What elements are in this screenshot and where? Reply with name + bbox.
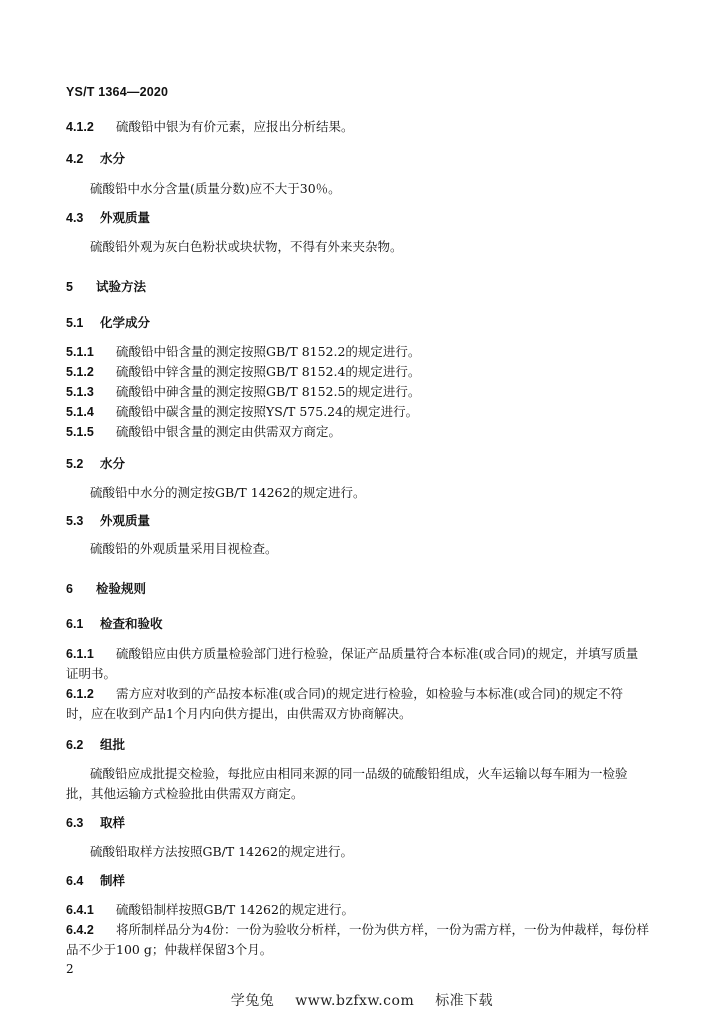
page-number: 2 (66, 962, 74, 976)
clause-text: 硫酸铅中银含量的测定由供需双方商定。 (116, 424, 342, 439)
chapter-heading-5 (66, 279, 146, 295)
clause-text: 将所制样品分为4份：一份为验收分析样，一份为供方样，一份为需方样，一份为仲裁样，每份样 (116, 922, 649, 937)
section-number: 6.3 (66, 816, 84, 830)
chapter-heading-6 (66, 581, 146, 597)
section-number: 5.1 (66, 316, 84, 330)
clause-text: 硫酸铅应由供方质量检验部门进行检验，保证产品质量符合本标准(或合同)的规定，并填写质量 (116, 646, 639, 661)
clause-number: 5.1.4 (66, 405, 94, 419)
standard-number: YS/T 1364—2020 (66, 85, 169, 99)
section-number: 5.3 (66, 514, 84, 528)
clause-number: 5.1.1 (66, 345, 94, 359)
section-number: 4.3 (66, 211, 84, 225)
clause-5-1-5 (66, 424, 341, 440)
clause-number: 5.1.2 (66, 365, 94, 379)
section-heading-6-2 (66, 737, 125, 753)
section-heading-5-3 (66, 513, 150, 529)
section-title: 外观质量 (100, 210, 151, 225)
clause-5-1-3 (66, 384, 420, 400)
footer-site-name: 学兔兔 (230, 993, 275, 1009)
section-heading-6-1 (66, 616, 163, 632)
clause-4-1-2 (66, 119, 354, 135)
section-title: 取样 (100, 815, 126, 830)
clause-number: 5.1.5 (66, 425, 94, 439)
clause-number: 6.4.1 (66, 903, 94, 917)
section-heading-6-4 (66, 873, 125, 889)
section-heading-4-2 (66, 151, 125, 167)
chapter-number: 6 (66, 582, 73, 596)
paragraph-6-3: 硫酸铅取样方法按照GB/T 14262的规定进行。 (90, 844, 353, 859)
clause-text: 硫酸铅中铅含量的测定按照GB/T 8152.2的规定进行。 (116, 344, 421, 359)
clause-6-1-2 (66, 686, 623, 702)
section-number: 5.2 (66, 457, 84, 471)
section-number: 4.2 (66, 152, 84, 166)
section-heading-4-3 (66, 210, 150, 226)
chapter-number: 5 (66, 280, 73, 294)
clause-6-4-2 (66, 922, 649, 938)
clause-text: 硫酸铅中锌含量的测定按照GB/T 8152.4的规定进行。 (116, 364, 421, 379)
footer-tagline: 标准下载 (435, 993, 494, 1009)
section-number: 6.1 (66, 617, 84, 631)
section-title: 检查和验收 (100, 616, 163, 631)
chapter-title: 检验规则 (96, 581, 147, 596)
section-heading-5-1 (66, 315, 150, 331)
clause-6-1-1 (66, 646, 638, 662)
clause-number: 5.1.3 (66, 385, 94, 399)
clause-text: 硫酸铅中碳含量的测定按照YS/T 575.24的规定进行。 (116, 404, 419, 419)
section-title: 化学成分 (100, 315, 151, 330)
section-heading-5-2 (66, 456, 125, 472)
section-number: 6.4 (66, 874, 84, 888)
footer-url[interactable]: www.bzfxw.com (295, 993, 415, 1009)
section-title: 水分 (100, 151, 126, 166)
clause-number: 6.1.1 (66, 647, 94, 661)
section-number: 6.2 (66, 738, 84, 752)
clause-5-1-1 (66, 344, 420, 360)
chapter-title: 试验方法 (96, 279, 147, 294)
clause-6-1-2-continued: 时，应在收到产品1个月内向供方提出，由供需双方协商解决。 (66, 706, 412, 721)
clause-text: 需方应对收到的产品按本标准(或合同)的规定进行检验，如检验与本标准(或合同)的规定不符 (116, 686, 624, 701)
paragraph-5-2: 硫酸铅中水分的测定按GB/T 14262的规定进行。 (90, 485, 366, 500)
clause-text: 硫酸铅制样按照GB/T 14262的规定进行。 (116, 902, 354, 917)
section-title: 外观质量 (100, 513, 151, 528)
clause-number: 6.1.2 (66, 687, 94, 701)
clause-5-1-2 (66, 364, 420, 380)
clause-number: 6.4.2 (66, 923, 94, 937)
paragraph-6-2-continued: 批，其他运输方式检验批由供需双方商定。 (66, 786, 304, 801)
clause-6-4-1 (66, 902, 354, 918)
clause-text: 硫酸铅中银为有价元素，应报出分析结果。 (116, 119, 354, 134)
paragraph-4-3: 硫酸铅外观为灰白色粉状或块状物，不得有外来夹杂物。 (90, 239, 403, 254)
section-heading-6-3 (66, 815, 125, 831)
watermark-footer (0, 990, 724, 1010)
paragraph-5-3: 硫酸铅的外观质量采用目视检查。 (90, 541, 278, 556)
paragraph-4-2: 硫酸铅中水分含量(质量分数)应不大于30％。 (90, 181, 341, 196)
clause-6-1-1-continued: 证明书。 (66, 666, 117, 681)
clause-text: 硫酸铅中砷含量的测定按照GB/T 8152.5的规定进行。 (116, 384, 421, 399)
section-title: 制样 (100, 873, 126, 888)
clause-6-4-2-continued: 品不少于100 g；仲裁样保留3个月。 (66, 942, 273, 957)
section-title: 组批 (100, 737, 126, 752)
section-title: 水分 (100, 456, 126, 471)
paragraph-6-2: 硫酸铅应成批提交检验，每批应由相同来源的同一品级的硫酸铅组成，火车运输以每车厢为一检验 (90, 766, 628, 781)
clause-5-1-4 (66, 404, 418, 420)
clause-number: 4.1.2 (66, 120, 94, 134)
